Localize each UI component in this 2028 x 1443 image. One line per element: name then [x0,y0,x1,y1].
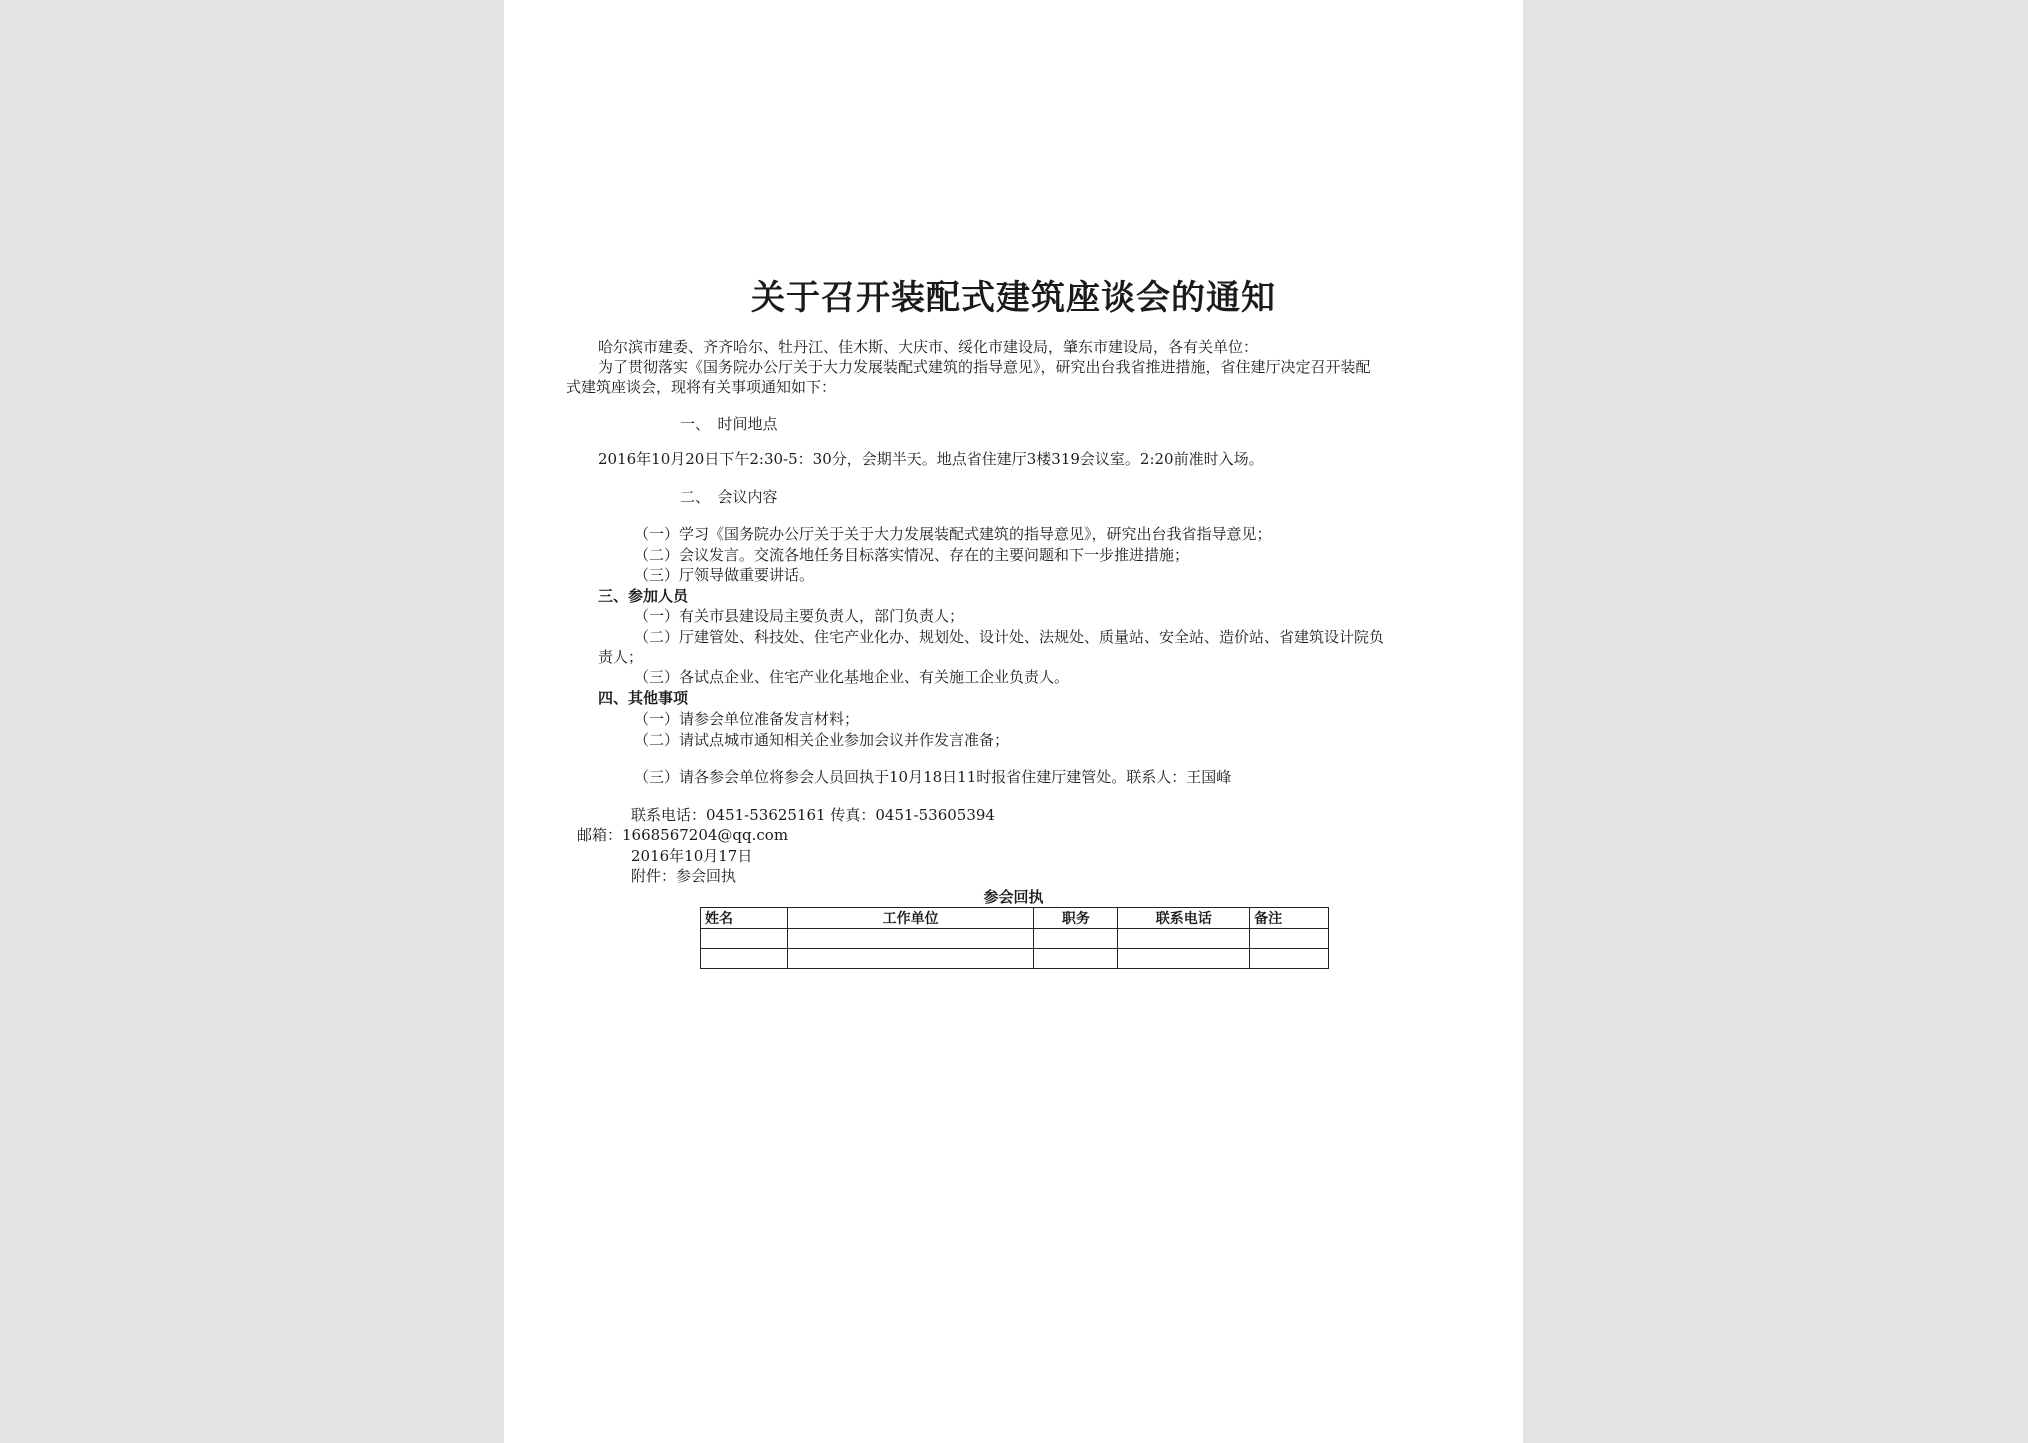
empty-cell [701,949,788,969]
empty-cell [1250,929,1329,949]
section4-item-1: （一）请参会单位准备发言材料； [634,710,860,728]
receipt-title: 参会回执 [983,888,1044,906]
header-phone: 联系电话 [1118,908,1250,929]
section3-item-2-line-1: （二）厅建管处、科技处、住宅产业化办、规划处、设计处、法规处、质量站、安全站、造价站、省建筑设计院负 [634,628,1385,646]
section1-body: 2016年10月20日下午2:30-5：30分，会期半天。地点省住建厅3楼319会议室。2:20前准时入场。 [598,450,1264,468]
empty-cell [1118,949,1250,969]
header-remark: 备注 [1250,908,1329,929]
empty-cell [1034,949,1118,969]
contact-phone: 联系电话：0451-53625161 传真：0451-53605394 [631,806,995,824]
notice-date: 2016年10月17日 [631,847,753,865]
empty-cell [1118,929,1250,949]
section1-heading: 一、 时间地点 [680,415,778,433]
section2-heading: 二、 会议内容 [680,488,778,506]
empty-cell [1250,949,1329,969]
empty-cell [787,949,1034,969]
section2-item-1: （一）学习《国务院办公厅关于关于大力发展装配式建筑的指导意见》，研究出台我省指导意见； [634,525,1272,543]
intro-line-1: 为了贯彻落实《国务院办公厅关于大力发展装配式建筑的指导意见》，研究出台我省推进措施，省住建厅决定召开装配 [598,358,1371,376]
section4-item-2: （二）请试点城市通知相关企业参加会议并作发言准备； [634,731,1010,749]
section3-item-3: （三）各试点企业、住宅产业化基地企业、有关施工企业负责人。 [634,668,1070,686]
addressee-line: 哈尔滨市建委、齐齐哈尔、牡丹江、佳木斯、大庆市、绥化市建设局，肇东市建设局，各有关单位： [598,338,1259,356]
document-page [504,0,1523,1443]
receipt-table [700,907,1329,969]
empty-cell [701,929,788,949]
notice-title: 关于召开装配式建筑座谈会的通知 [751,278,1276,318]
attachment-line: 附件：参会回执 [631,867,737,885]
receipt-header-row [701,908,1329,929]
empty-cell [787,929,1034,949]
table-row [701,929,1329,949]
table-row [701,949,1329,969]
section3-item-2-line-2: 责人； [598,648,644,666]
header-work-unit: 工作单位 [787,908,1034,929]
section2-item-3: （三）厅领导做重要讲话。 [634,566,815,584]
intro-line-2: 式建筑座谈会，现将有关事项通知如下： [566,378,837,396]
header-name: 姓名 [701,908,788,929]
header-position: 职务 [1034,908,1118,929]
section3-item-1: （一）有关市县建设局主要负责人，部门负责人； [634,607,965,625]
contact-email: 邮箱：1668567204@qq.com [577,826,789,844]
section4-heading: 四、其他事项 [598,689,689,707]
section4-item-3: （三）请各参会单位将参会人员回执于10月18日11时报省住建厅建管处。联系人：王国峰 [634,768,1232,786]
empty-cell [1034,929,1118,949]
section3-heading: 三、参加人员 [598,587,689,605]
section2-item-2: （二）会议发言。交流各地任务目标落实情况、存在的主要问题和下一步推进措施； [634,546,1190,564]
